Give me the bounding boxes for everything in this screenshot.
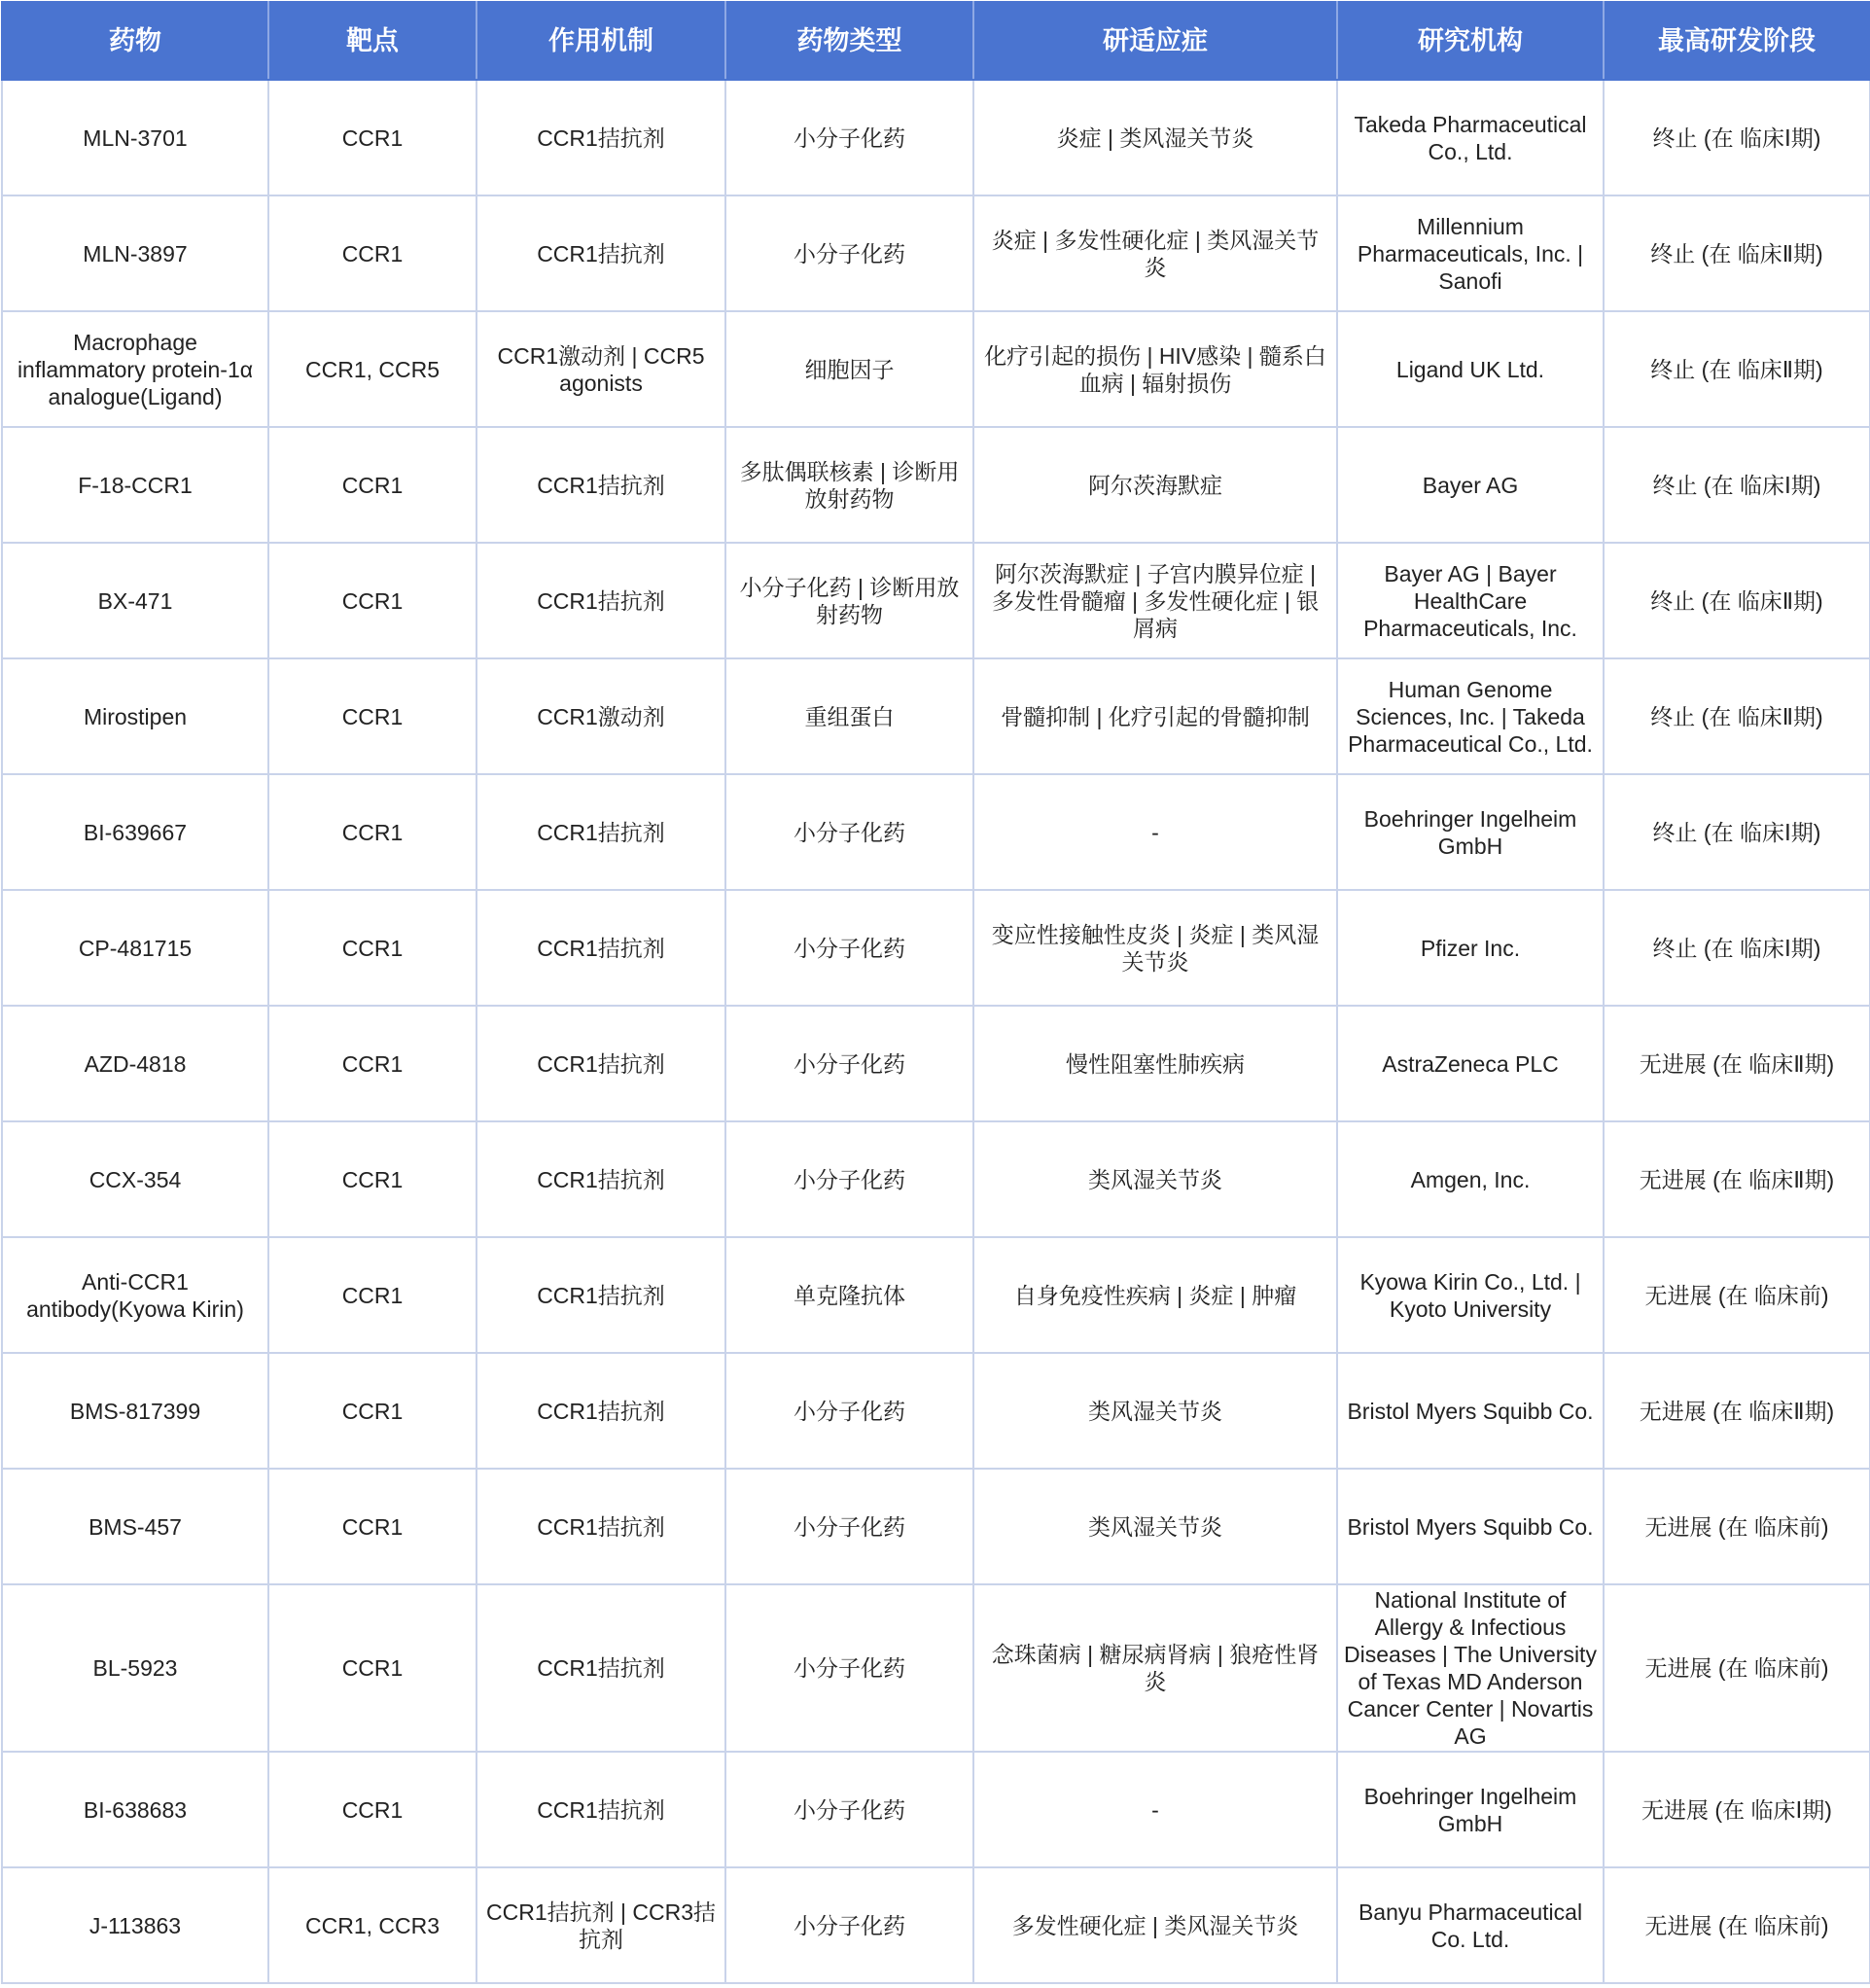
table-row [2,890,1870,1006]
table-row [2,1867,1870,1983]
cell-drug-type: 小分子化药 [725,774,973,890]
cell-drug: BL-5923 [2,1584,268,1752]
cell-drug-type: 细胞因子 [725,311,973,427]
cell-indication: 化疗引起的损伤 | HIV感染 | 髓系白血病 | 辐射损伤 [973,311,1337,427]
cell-target: CCR1 [268,1353,476,1469]
cell-drug-type: 小分子化药 [725,1752,973,1867]
cell-institution: Amgen, Inc. [1337,1121,1604,1237]
cell-institution: Bristol Myers Squibb Co. [1337,1469,1604,1584]
cell-institution: Pfizer Inc. [1337,890,1604,1006]
table-row [2,1121,1870,1237]
header-indication: 研适应症 [973,2,1337,80]
cell-institution: Ligand UK Ltd. [1337,311,1604,427]
cell-drug: BX-471 [2,543,268,658]
table-row [2,1353,1870,1469]
cell-drug-type: 小分子化药 [725,1006,973,1121]
table-row [2,543,1870,658]
cell-mechanism: CCR1拮抗剂 [476,543,725,658]
table-header-row [2,2,1870,80]
cell-target: CCR1 [268,1469,476,1584]
cell-mechanism: CCR1激动剂 | CCR5 agonists [476,311,725,427]
cell-mechanism: CCR1拮抗剂 [476,1584,725,1752]
cell-mechanism: CCR1拮抗剂 [476,1469,725,1584]
cell-indication: 骨髓抑制 | 化疗引起的骨髓抑制 [973,658,1337,774]
cell-indication: 念珠菌病 | 糖尿病肾病 | 狼疮性肾炎 [973,1584,1337,1752]
table-row [2,774,1870,890]
cell-stage: 无进展 (在 临床Ⅱ期) [1604,1353,1870,1469]
cell-drug-type: 小分子化药 [725,80,973,195]
cell-target: CCR1 [268,1584,476,1752]
cell-stage: 无进展 (在 临床前) [1604,1584,1870,1752]
cell-drug: MLN-3701 [2,80,268,195]
cell-drug-type: 重组蛋白 [725,658,973,774]
header-target: 靶点 [268,2,476,80]
cell-stage: 无进展 (在 临床前) [1604,1237,1870,1353]
header-institution: 研究机构 [1337,2,1604,80]
cell-drug: CCX-354 [2,1121,268,1237]
cell-stage: 无进展 (在 临床Ⅱ期) [1604,1006,1870,1121]
header-drug: 药物 [2,2,268,80]
drug-pipeline-table [1,1,1870,1984]
table-row [2,427,1870,543]
cell-institution: Banyu Pharmaceutical Co. Ltd. [1337,1867,1604,1983]
cell-stage: 无进展 (在 临床Ⅱ期) [1604,1121,1870,1237]
cell-indication: 类风湿关节炎 [973,1121,1337,1237]
cell-target: CCR1 [268,1006,476,1121]
cell-institution: Takeda Pharmaceutical Co., Ltd. [1337,80,1604,195]
cell-mechanism: CCR1拮抗剂 [476,80,725,195]
cell-drug-type: 小分子化药 [725,1353,973,1469]
cell-drug: BMS-817399 [2,1353,268,1469]
table-row [2,195,1870,311]
cell-stage: 无进展 (在 临床前) [1604,1867,1870,1983]
cell-indication: 阿尔茨海默症 [973,427,1337,543]
cell-institution: Kyowa Kirin Co., Ltd. | Kyoto University [1337,1237,1604,1353]
cell-stage: 终止 (在 临床Ⅰ期) [1604,890,1870,1006]
cell-indication: 类风湿关节炎 [973,1469,1337,1584]
cell-indication: 炎症 | 类风湿关节炎 [973,80,1337,195]
cell-indication: - [973,774,1337,890]
header-drug-type: 药物类型 [725,2,973,80]
cell-institution: Bayer AG | Bayer HealthCare Pharmaceuticals, Inc. [1337,543,1604,658]
cell-drug-type: 小分子化药 [725,195,973,311]
cell-target: CCR1 [268,890,476,1006]
cell-indication: 炎症 | 多发性硬化症 | 类风湿关节炎 [973,195,1337,311]
cell-target: CCR1 [268,80,476,195]
cell-institution: Boehringer Ingelheim GmbH [1337,1752,1604,1867]
cell-mechanism: CCR1拮抗剂 [476,427,725,543]
cell-mechanism: CCR1拮抗剂 [476,1353,725,1469]
table-row [2,1469,1870,1584]
table-row [2,1006,1870,1121]
cell-target: CCR1 [268,1121,476,1237]
cell-drug-type: 小分子化药 [725,890,973,1006]
cell-stage: 无进展 (在 临床前) [1604,1469,1870,1584]
cell-institution: AstraZeneca PLC [1337,1006,1604,1121]
cell-mechanism: CCR1拮抗剂 [476,1237,725,1353]
cell-drug: F-18-CCR1 [2,427,268,543]
table-row [2,1752,1870,1867]
table-row [2,311,1870,427]
cell-stage: 终止 (在 临床Ⅰ期) [1604,80,1870,195]
cell-target: CCR1 [268,1237,476,1353]
cell-target: CCR1 [268,1752,476,1867]
cell-mechanism: CCR1拮抗剂 [476,1752,725,1867]
cell-target: CCR1 [268,195,476,311]
cell-drug: AZD-4818 [2,1006,268,1121]
cell-target: CCR1 [268,658,476,774]
cell-drug-type: 小分子化药 | 诊断用放射药物 [725,543,973,658]
cell-mechanism: CCR1拮抗剂 [476,774,725,890]
header-stage: 最高研发阶段 [1604,2,1870,80]
cell-target: CCR1 [268,543,476,658]
cell-indication: 自身免疫性疾病 | 炎症 | 肿瘤 [973,1237,1337,1353]
cell-stage: 终止 (在 临床Ⅱ期) [1604,311,1870,427]
cell-institution: Human Genome Sciences, Inc. | Takeda Pharmaceutical Co., Ltd. [1337,658,1604,774]
cell-drug-type: 单克隆抗体 [725,1237,973,1353]
cell-target: CCR1, CCR3 [268,1867,476,1983]
cell-indication: 慢性阻塞性肺疾病 [973,1006,1337,1121]
cell-drug: BMS-457 [2,1469,268,1584]
cell-target: CCR1, CCR5 [268,311,476,427]
table-row [2,1584,1870,1752]
cell-target: CCR1 [268,427,476,543]
cell-mechanism: CCR1激动剂 [476,658,725,774]
cell-indication: 阿尔茨海默症 | 子宫内膜异位症 | 多发性骨髓瘤 | 多发性硬化症 | 银屑病 [973,543,1337,658]
cell-drug: Mirostipen [2,658,268,774]
cell-stage: 终止 (在 临床Ⅱ期) [1604,658,1870,774]
cell-indication: - [973,1752,1337,1867]
cell-indication: 类风湿关节炎 [973,1353,1337,1469]
cell-drug: CP-481715 [2,890,268,1006]
cell-mechanism: CCR1拮抗剂 [476,195,725,311]
cell-institution: Bristol Myers Squibb Co. [1337,1353,1604,1469]
cell-mechanism: CCR1拮抗剂 [476,1121,725,1237]
cell-institution: Millennium Pharmaceuticals, Inc. | Sanofi [1337,195,1604,311]
header-mechanism: 作用机制 [476,2,725,80]
cell-mechanism: CCR1拮抗剂 | CCR3拮抗剂 [476,1867,725,1983]
table-row [2,1237,1870,1353]
cell-stage: 终止 (在 临床Ⅰ期) [1604,774,1870,890]
cell-drug: Macrophage inflammatory protein-1α analogue(Ligand) [2,311,268,427]
cell-stage: 终止 (在 临床Ⅰ期) [1604,427,1870,543]
table-row [2,658,1870,774]
cell-mechanism: CCR1拮抗剂 [476,890,725,1006]
cell-drug-type: 小分子化药 [725,1867,973,1983]
cell-stage: 终止 (在 临床Ⅱ期) [1604,195,1870,311]
cell-institution: Boehringer Ingelheim GmbH [1337,774,1604,890]
cell-drug: MLN-3897 [2,195,268,311]
cell-stage: 无进展 (在 临床Ⅰ期) [1604,1752,1870,1867]
cell-institution: National Institute of Allergy & Infectious Diseases | The University of Texas MD Anderson Cancer Center | Novartis AG [1337,1584,1604,1752]
cell-drug-type: 小分子化药 [725,1469,973,1584]
cell-drug: BI-638683 [2,1752,268,1867]
cell-indication: 变应性接触性皮炎 | 炎症 | 类风湿关节炎 [973,890,1337,1006]
cell-drug-type: 小分子化药 [725,1584,973,1752]
cell-drug-type: 多肽偶联核素 | 诊断用放射药物 [725,427,973,543]
cell-indication: 多发性硬化症 | 类风湿关节炎 [973,1867,1337,1983]
cell-mechanism: CCR1拮抗剂 [476,1006,725,1121]
table-row [2,80,1870,195]
cell-drug: BI-639667 [2,774,268,890]
cell-target: CCR1 [268,774,476,890]
cell-drug-type: 小分子化药 [725,1121,973,1237]
cell-drug: Anti-CCR1 antibody(Kyowa Kirin) [2,1237,268,1353]
cell-drug: J-113863 [2,1867,268,1983]
cell-institution: Bayer AG [1337,427,1604,543]
cell-stage: 终止 (在 临床Ⅱ期) [1604,543,1870,658]
